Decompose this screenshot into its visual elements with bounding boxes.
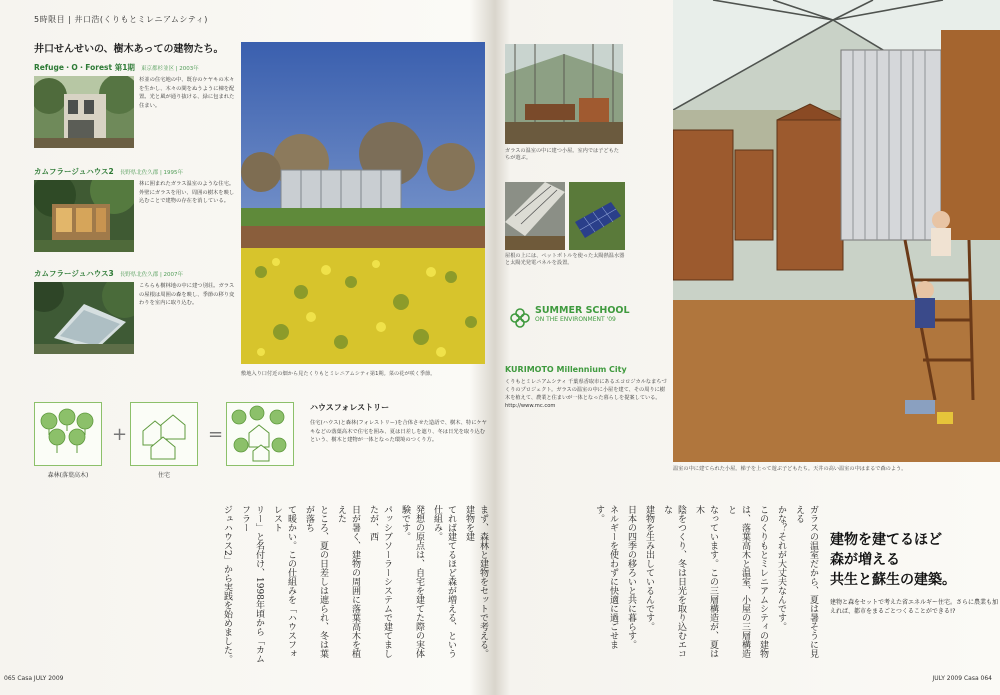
text-column: 日本の四季の移ろいと共に暮らす。 bbox=[626, 505, 636, 649]
photo-refuge-house bbox=[34, 76, 134, 148]
project-camouflage-3 bbox=[34, 268, 239, 354]
summer-school-badge bbox=[505, 295, 670, 351]
headline-line-1: 建物を建てるほど bbox=[830, 532, 942, 548]
left-page bbox=[0, 0, 495, 695]
house-icon bbox=[130, 402, 198, 466]
text-column: ネルギーを使わずに快適に過ごせます。 bbox=[594, 505, 618, 649]
label-house: 住宅 bbox=[157, 472, 170, 479]
text-column: まず、森林と建物をセットで考える。建物を建 bbox=[464, 505, 488, 658]
project-title: カムフラージュハウス2 長野県北佐久郡 | 1995年 bbox=[34, 167, 184, 176]
section-title: ハウスフォレストリー bbox=[310, 403, 390, 412]
article-headline bbox=[830, 530, 1000, 616]
kurimoto-text: くりもとミレニアムシティ 千葉県香取市にあるエコロジカルなまちづくりのプロジェクト。ガラスの温室の中に小屋を建て、その周りに樹木を植えて、農業と住まいが一体となった暮らしを提案している。http://www.mc.com bbox=[505, 379, 667, 409]
project-title: カムフラージュハウス3 長野県北佐久郡 | 2007年 bbox=[34, 269, 184, 278]
solar-caption: 屋根の上には、ペットボトルを使った太陽熱温水器と太陽光発電パネルを設置。 bbox=[505, 253, 625, 266]
photo-greenhouse-interior bbox=[505, 44, 623, 144]
headline-line-3: 共生と蘇生の建築。 bbox=[830, 572, 956, 588]
section-lead: 井口せんせいの、樹木あっての建物たち。 bbox=[34, 44, 224, 55]
text-column: 発想の原点は、自宅を建てた際の実体験です。 bbox=[400, 505, 424, 658]
photo-camouflage-house-2 bbox=[34, 180, 134, 252]
folio-right: JULY 2009 Casa 064 bbox=[932, 675, 992, 682]
project-title: Refuge・O・Forest 第1期 東京都杉並区 | 2003年 bbox=[34, 63, 199, 72]
text-column: てれば建てるほど森が増える、という仕組み。 bbox=[432, 505, 456, 658]
project-description: 林に囲まれたガラス温室のような住宅。外壁にガラスを用い、周囲の樹木を映し込むことで建物の存在を消している。 bbox=[139, 181, 235, 204]
project-description: 杉並の住宅地の中、既存のケヤキの木々を生かし、木々の間をぬうように棟を配置。光と風が通り抜ける、緑に包まれた住まい。 bbox=[139, 77, 235, 109]
clover-icon bbox=[509, 307, 531, 329]
project-description: こちらも樹林地の中に建つ別荘。ガラスの屋根は周囲の森を映し、季節の移り変わりを室内に取り込む。 bbox=[139, 283, 235, 306]
photo-camouflage-house-3 bbox=[34, 282, 134, 354]
greenhouse-caption: ガラスの温室の中に建つ小屋。室内では子どもたちが遊ぶ。 bbox=[505, 148, 619, 161]
text-column: 建物を生み出しているんです。 bbox=[644, 505, 654, 631]
left-body-text bbox=[40, 505, 490, 665]
text-column: 日が暑く、建物の周囲に落葉高木を植えた bbox=[336, 505, 360, 658]
label-forest: 森林(落葉高木) bbox=[47, 472, 89, 479]
text-column: かな？それが大丈夫なんです。 bbox=[776, 505, 786, 631]
main-photo-caption: 温室の中に建てられた小屋。梯子を上って遊ぶ子どもたち。天井の高い温室の中はまるで森のよう。 bbox=[673, 466, 907, 472]
text-column: なっています。この三層構造が、夏は木 bbox=[694, 505, 718, 658]
text-column: リー」と名付け、1998年頃から「カムフラー bbox=[240, 505, 264, 663]
summer-school-title: SUMMER SCHOOL bbox=[535, 305, 630, 316]
folio-left: 065 Casa JULY 2009 bbox=[4, 675, 64, 682]
forest-icon bbox=[34, 402, 102, 466]
right-page bbox=[505, 0, 1000, 695]
text-column: は、落葉高木と温室、小屋の三層構造と bbox=[726, 505, 750, 658]
text-column: 陰をつくり、冬は日光を取り込むエコな bbox=[662, 505, 686, 658]
photo-greenhouse-cabins bbox=[673, 0, 1000, 462]
big-photo-caption: 敷地入り口付近の畑から見たくりもとミレニアムシティ第1期。菜の花が咲く季節。 bbox=[241, 371, 436, 377]
summer-school-subtitle: ON THE ENVIRONMENT '09 bbox=[535, 316, 616, 323]
project-refuge bbox=[34, 62, 239, 148]
house-forest-icon bbox=[226, 402, 294, 466]
plus-sign: + bbox=[112, 424, 128, 445]
house-forestry-section bbox=[310, 402, 490, 445]
equals-sign: = bbox=[208, 424, 224, 445]
section-text: 住宅(ハウス)と森林(フォレストリー)を合体させた造語で、樹木、特にケヤキなどの落葉高木で住宅を囲み、夏は日差しを遮り、冬は日光を取り込むという、樹木と建物が一体となった環境のつくり方。 bbox=[310, 420, 487, 443]
kurimoto-info bbox=[505, 365, 670, 410]
text-column: ガラスの温室だから、夏は暑そうに見える bbox=[794, 505, 818, 658]
kurimoto-title: KURIMOTO Millennium City bbox=[505, 365, 627, 374]
series-header: 5時限目 | 井口浩(くりもとミレニアムシティ) bbox=[34, 15, 208, 24]
right-body-text bbox=[515, 505, 820, 665]
text-column: このくりもとミレニアムシティの建物 bbox=[758, 505, 768, 658]
project-camouflage-2 bbox=[34, 166, 239, 252]
headline-line-2: 森が増える bbox=[830, 552, 900, 568]
photo-solar-heater bbox=[505, 182, 565, 250]
text-column: て暖かい。この仕組みを「ハウスフォレスト bbox=[272, 505, 296, 658]
text-column: ところ、夏の日差しは遮られ、冬は葉が落ち bbox=[304, 505, 328, 658]
text-column: パッシブソーラーシステムで建てましたが、西 bbox=[368, 505, 392, 658]
photo-solar-panel bbox=[569, 182, 625, 250]
house-forestry-diagram bbox=[34, 402, 294, 482]
headline-subtext: 建物と森をセットで考えた省エネルギー住宅。さらに農業も加えれば、都市をまるごとつくることができる!? bbox=[830, 599, 999, 615]
text-column: ジュハウス2」から実践を始めました。 bbox=[222, 505, 232, 664]
photo-farm-greenhouse bbox=[241, 42, 485, 377]
